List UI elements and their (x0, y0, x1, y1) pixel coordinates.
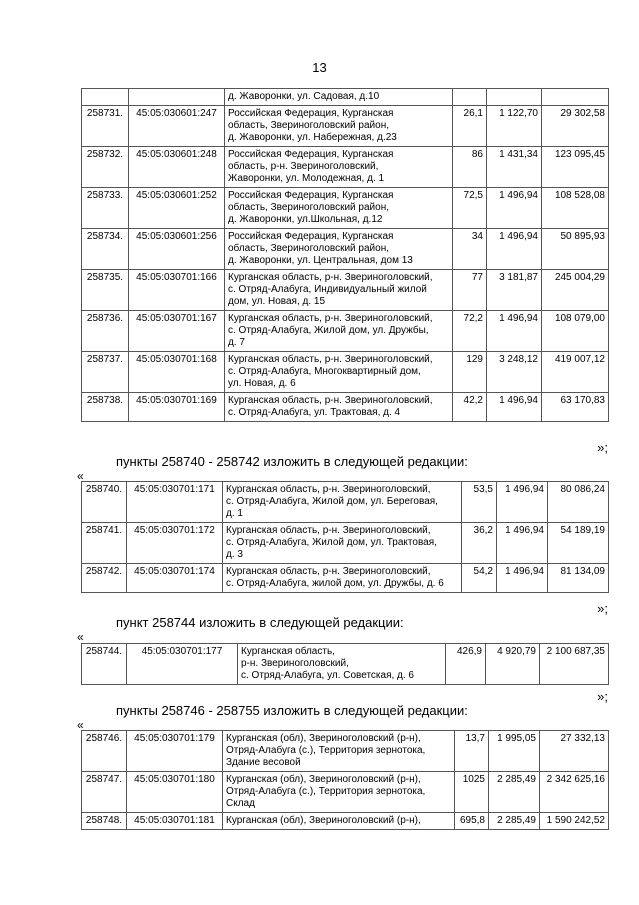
cell-total (542, 89, 609, 106)
table-row (82, 352, 609, 393)
cell-total: 123 095,45 (542, 147, 609, 188)
address-line: с. Отряд-Алабуга, ул. Трактовая, д. 4 (228, 407, 401, 418)
table-row (82, 229, 609, 270)
address-line: Отряд-Алабуга (с.), Территория зернотока, (226, 786, 426, 797)
address-line: с. Отряд-Алабуга, Жилой дом, ул. Трактовая, (226, 537, 437, 548)
address-line: Российская Федерация, Курганская (228, 231, 394, 242)
cell-number: 258734. (82, 229, 129, 270)
cell-price: 1 496,94 (497, 482, 548, 523)
cell-number: 258735. (82, 270, 129, 311)
cell-price: 2 285,49 (489, 772, 540, 813)
cell-cadastral-number: 45:05:030701:177 (127, 644, 238, 685)
cell-number: 258747. (82, 772, 127, 813)
cell-number: 258738. (82, 393, 129, 422)
cell-number: 258741. (82, 523, 127, 564)
address-line: д. Жаворонки, ул. Центральная, дом 13 (228, 255, 413, 266)
cell-address (225, 393, 453, 422)
table-row (82, 523, 609, 564)
table-row (82, 89, 609, 106)
address-line: с. Отряд-Алабуга, Жилой дом, ул. Береговая, (226, 496, 438, 507)
cell-price: 1 496,94 (487, 311, 542, 352)
address-line: д. 3 (226, 549, 243, 560)
address-line: область, р-н. Звериноголовский, (228, 161, 379, 172)
opening-quote: « (77, 469, 84, 483)
address-line: Курганская область, р-н. Звериноголовский, (228, 313, 433, 324)
address-line: Курганская область, р-н. Звериноголовский, (228, 395, 433, 406)
address-line: ул. Новая, д. 6 (228, 378, 296, 389)
page-number: 13 (312, 60, 327, 75)
address-line: Курганская область, р-н. Звериноголовский, (228, 272, 433, 283)
cell-price: 1 496,94 (487, 188, 542, 229)
table-row (82, 147, 609, 188)
address-line: область, Звериноголовский район, (228, 120, 389, 131)
cell-price: 1 496,94 (497, 523, 548, 564)
table-row (82, 813, 609, 830)
cell-total: 27 332,13 (540, 731, 609, 772)
address-line: с. Отряд-Алабуга, ул. Советская, д. 6 (241, 670, 414, 681)
cell-area: 129 (453, 352, 487, 393)
address-line: Курганская область, р-н. Звериноголовский, (226, 525, 431, 536)
amendment-paragraph: пункты 258740 - 258742 изложить в следующей редакции: (116, 454, 468, 469)
cell-number: 258742. (82, 564, 127, 593)
cell-address (225, 229, 453, 270)
cell-total: 2 100 687,35 (540, 644, 609, 685)
cell-address (223, 772, 455, 813)
table-row (82, 564, 609, 593)
cell-price: 1 995,05 (489, 731, 540, 772)
cell-total: 108 079,00 (542, 311, 609, 352)
cell-address (223, 482, 462, 523)
cell-address (223, 813, 455, 830)
cell-area: 53,5 (462, 482, 497, 523)
cell-total: 81 134,09 (548, 564, 609, 593)
cell-area: 26,1 (453, 106, 487, 147)
closing-quote: »; (597, 689, 608, 704)
address-line: область, Звериноголовский район, (228, 202, 389, 213)
cell-number: 258733. (82, 188, 129, 229)
cell-total: 29 302,58 (542, 106, 609, 147)
opening-quote: « (77, 630, 84, 644)
cell-address (223, 564, 462, 593)
cell-price: 1 496,94 (487, 229, 542, 270)
address-line: р-н. Звериноголовский, (241, 658, 349, 669)
address-line: д. Жаворонки, ул. Набережная, д.23 (228, 132, 397, 143)
address-line: д. 7 (228, 337, 245, 348)
cell-total: 50 895,93 (542, 229, 609, 270)
cell-cadastral-number: 45:05:030701:167 (129, 311, 225, 352)
cell-cadastral-number: 45:05:030701:171 (127, 482, 223, 523)
cell-area: 13,7 (455, 731, 489, 772)
amendment-paragraph: пункт 258744 изложить в следующей редакции: (116, 615, 404, 630)
address-line: с. Отряд-Алабуга, жилой дом, ул. Дружбы, д. 6 (226, 578, 444, 589)
cell-address (225, 89, 453, 106)
cell-price (487, 89, 542, 106)
cell-cadastral-number: 45:05:030701:181 (127, 813, 223, 830)
address-line: Курганская область, р-н. Звериноголовский, (228, 354, 433, 365)
cell-number: 258731. (82, 106, 129, 147)
address-line: Курганская область, р-н. Звериноголовский, (226, 484, 431, 495)
cell-price: 1 122,70 (487, 106, 542, 147)
address-line: Склад (226, 798, 255, 809)
cell-cadastral-number: 45:05:030701:172 (127, 523, 223, 564)
cell-number: 258736. (82, 311, 129, 352)
cell-area: 426,9 (446, 644, 486, 685)
cell-price: 1 431,34 (487, 147, 542, 188)
cell-area: 77 (453, 270, 487, 311)
address-line: Курганская (обл), Звериноголовский (р-н), (226, 774, 421, 785)
table-row (82, 482, 609, 523)
address-line: Курганская (обл), Звериноголовский (р-н), (226, 733, 421, 744)
cell-total: 2 342 625,16 (540, 772, 609, 813)
closing-quote: »; (597, 440, 608, 455)
cell-total: 108 528,08 (542, 188, 609, 229)
cell-cadastral-number (129, 89, 225, 106)
table-row (82, 772, 609, 813)
cell-address (223, 731, 455, 772)
cell-total: 63 170,83 (542, 393, 609, 422)
cell-number: 258737. (82, 352, 129, 393)
property-table-4 (81, 730, 609, 830)
cell-address (225, 270, 453, 311)
property-table-1 (81, 88, 609, 422)
cell-area: 72,2 (453, 311, 487, 352)
table-row (82, 311, 609, 352)
table-row (82, 393, 609, 422)
cell-address (238, 644, 446, 685)
cell-total: 245 004,29 (542, 270, 609, 311)
cell-address (225, 106, 453, 147)
cell-price: 3 181,87 (487, 270, 542, 311)
cell-cadastral-number: 45:05:030601:247 (129, 106, 225, 147)
table-row (82, 731, 609, 772)
cell-area: 695,8 (455, 813, 489, 830)
address-line: с. Отряд-Алабуга, Жилой дом, ул. Дружбы, (228, 325, 429, 336)
cell-area: 1025 (455, 772, 489, 813)
amendment-paragraph: пункты 258746 - 258755 изложить в следующей редакции: (116, 703, 468, 718)
address-line: д. Жаворонки, ул. Садовая, д.10 (228, 91, 380, 102)
cell-area: 42,2 (453, 393, 487, 422)
property-table-3 (81, 643, 609, 685)
address-line: Курганская область, (241, 646, 335, 657)
address-line: с. Отряд-Алабуга, Многоквартирный дом, (228, 366, 421, 377)
cell-number: 258732. (82, 147, 129, 188)
cell-area: 34 (453, 229, 487, 270)
cell-area (453, 89, 487, 106)
address-line: д. Жаворонки, ул.Школьная, д.12 (228, 214, 383, 225)
address-line: Российская Федерация, Курганская (228, 108, 394, 119)
cell-number (82, 89, 129, 106)
cell-total: 80 086,24 (548, 482, 609, 523)
cell-total: 54 189,19 (548, 523, 609, 564)
cell-cadastral-number: 45:05:030601:256 (129, 229, 225, 270)
cell-total: 419 007,12 (542, 352, 609, 393)
address-line: дом, ул. Новая, д. 15 (228, 296, 326, 307)
cell-cadastral-number: 45:05:030701:174 (127, 564, 223, 593)
address-line: с. Отряд-Алабуга, Индивидуальный жилой (228, 284, 427, 295)
cell-price: 1 496,94 (497, 564, 548, 593)
cell-price: 3 248,12 (487, 352, 542, 393)
cell-price: 4 920,79 (486, 644, 540, 685)
cell-price: 1 496,94 (487, 393, 542, 422)
address-line: Российская Федерация, Курганская (228, 149, 394, 160)
address-line: Курганская (обл), Звериноголовский (р-н), (226, 815, 421, 826)
cell-cadastral-number: 45:05:030701:166 (129, 270, 225, 311)
table-row (82, 270, 609, 311)
address-line: Курганская область, р-н. Звериноголовский, (226, 566, 431, 577)
table-row (82, 188, 609, 229)
cell-total: 1 590 242,52 (540, 813, 609, 830)
cell-price: 2 285,49 (489, 813, 540, 830)
cell-cadastral-number: 45:05:030701:179 (127, 731, 223, 772)
cell-cadastral-number: 45:05:030701:169 (129, 393, 225, 422)
cell-area: 86 (453, 147, 487, 188)
address-line: Здание весовой (226, 757, 301, 768)
cell-area: 54,2 (462, 564, 497, 593)
address-line: Отряд-Алабуга (с.), Территория зернотока, (226, 745, 426, 756)
property-table-2 (81, 481, 609, 593)
table-row (82, 106, 609, 147)
cell-address (223, 523, 462, 564)
cell-number: 258748. (82, 813, 127, 830)
opening-quote: « (77, 718, 84, 732)
cell-number: 258744. (82, 644, 127, 685)
cell-address (225, 352, 453, 393)
cell-number: 258746. (82, 731, 127, 772)
cell-cadastral-number: 45:05:030701:168 (129, 352, 225, 393)
cell-address (225, 188, 453, 229)
address-line: Жаворонки, ул. Молодежная, д. 1 (228, 173, 385, 184)
cell-cadastral-number: 45:05:030701:180 (127, 772, 223, 813)
address-line: д. 1 (226, 508, 243, 519)
address-line: область, Звериноголовский район, (228, 243, 389, 254)
cell-cadastral-number: 45:05:030601:248 (129, 147, 225, 188)
cell-area: 36,2 (462, 523, 497, 564)
cell-area: 72,5 (453, 188, 487, 229)
cell-number: 258740. (82, 482, 127, 523)
cell-address (225, 311, 453, 352)
closing-quote: »; (597, 601, 608, 616)
table-row (82, 644, 609, 685)
address-line: Российская Федерация, Курганская (228, 190, 394, 201)
cell-address (225, 147, 453, 188)
cell-cadastral-number: 45:05:030601:252 (129, 188, 225, 229)
